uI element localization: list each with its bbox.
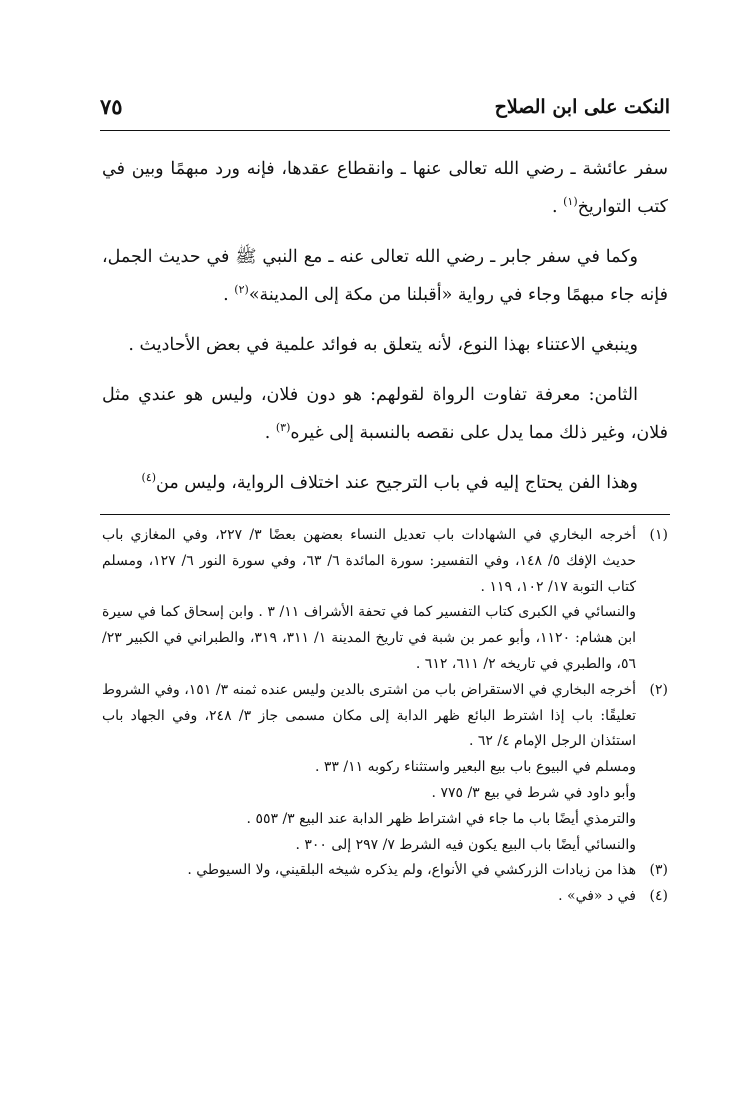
- footnote-ref: (١): [563, 195, 578, 209]
- footnote-number: (٢): [649, 681, 668, 698]
- footnote-line: أخرجه البخاري في الاستقراض باب من اشترى بالدين وليس عنده ثمنه ٣/ ١٥١، وفي الشروط تعليقًا: باب إذا اشترط البائع ظهر الدابة إلى مكان مسمى جاز ٣/ ٢٤٨، وفي الجهاد باب استئذان الرجل الإمام ٤/ ٦٢ .: [102, 681, 636, 750]
- paragraph-5: [102, 464, 668, 502]
- paragraph-text: وكما في سفر جابر ـ رضي الله تعالى عنه ـ مع النبي ﷺ في حديث الجمل، فإنه جاء مبهمًا وجاء في رواية «أقبلنا من مكة إلى المدينة»: [102, 247, 668, 305]
- footnote-line: ومسلم في البيوع باب بيع البعير واستثناء ركوبه ١١/ ٣٣ .: [315, 759, 636, 776]
- page-number: ٧٥: [100, 94, 123, 119]
- footnote-ref: (٤): [141, 471, 157, 485]
- footnote-separator: [100, 514, 670, 515]
- paragraph-text: وينبغي الاعتناء بهذا النوع، لأنه يتعلق به فوائد علمية في بعض الأحاديث .: [128, 335, 638, 355]
- footnote-number: (٣): [649, 862, 668, 879]
- footnote-ref: (٢): [234, 283, 249, 297]
- paragraph-3: [102, 326, 668, 364]
- footnote-number: (٤): [649, 888, 668, 905]
- footnote-line: والترمذي أيضًا باب ما جاء في اشتراط ظهر الدابة عند البيع ٣/ ٥٥٣ .: [246, 810, 636, 827]
- paragraph-text: الثامن: معرفة تفاوت الرواة لقولهم: هو دون فلان، وليس هو عندي مثل فلان، وغير ذلك مما يدل على نقصه بالنسبة إلى غيره: [102, 385, 668, 443]
- footnote-line: هذا من زيادات الزركشي في الأنواع، ولم يذكره شيخه البلقيني، ولا السيوطي .: [187, 862, 636, 879]
- footnote-ref: (٣): [275, 421, 291, 435]
- main-text: [102, 150, 668, 502]
- paragraph-end: .: [551, 197, 564, 217]
- footnote-line: وأبو داود في شرط في بيع ٣/ ٧٧٥ .: [431, 784, 636, 801]
- page-header: [100, 92, 670, 128]
- footnote-3: [102, 858, 668, 884]
- header-rule: [100, 130, 670, 131]
- paragraph-end: .: [223, 285, 235, 305]
- paragraph-text: وهذا الفن يحتاج إليه في باب الترجيح عند اختلاف الرواية، وليس من: [156, 473, 638, 493]
- paragraph-4: [102, 376, 668, 452]
- paragraph-2: [102, 238, 668, 314]
- footnote-4: [102, 884, 668, 910]
- paragraph-text: سفر عائشة ـ رضي الله تعالى عنها ـ وانقطاع عقدها، فإنه ورد مبهمًا وبين في كتب التواريخ: [102, 159, 668, 217]
- footnote-line: أخرجه البخاري في الشهادات باب تعديل النساء بعضهن بعضًا ٣/ ٢٢٧، وفي المغازي باب حديث الإفك ٥/ ١٤٨، وفي التفسير: سورة المائدة ٦/ ٦٣، وفي سورة النور ٦/ ١٢٧، ومسلم كتاب التوبة ١٧/ ١٠٢، ١١٩ .: [102, 527, 636, 595]
- footnote-line: والنسائي أيضًا باب البيع يكون فيه الشرط ٧/ ٢٩٧ إلى ٣٠٠ .: [295, 836, 636, 853]
- footnote-line: والنسائي في الكبرى كتاب التفسير كما في تحفة الأشراف ١١/ ٣ . وابن إسحاق كما في سيرة ابن هشام: ١١٢٠، وأبو عمر بن شبة في تاريخ المدينة ١/ ٣١١، ٣١٩، والطبراني في الكبير ٢٣/ ٥٦، والطبري في تاريخه ٢/ ٦١١، ٦١٢ .: [102, 604, 637, 672]
- footnotes: [102, 523, 668, 910]
- footnote-line: في د «في» .: [558, 888, 636, 905]
- footnote-2: [102, 678, 668, 859]
- footnote-number: (١): [649, 527, 668, 543]
- running-title: النكت على ابن الصلاح: [494, 96, 670, 118]
- footnote-1: [102, 523, 668, 678]
- paragraph-end: .: [264, 423, 276, 443]
- paragraph-1: [102, 150, 668, 226]
